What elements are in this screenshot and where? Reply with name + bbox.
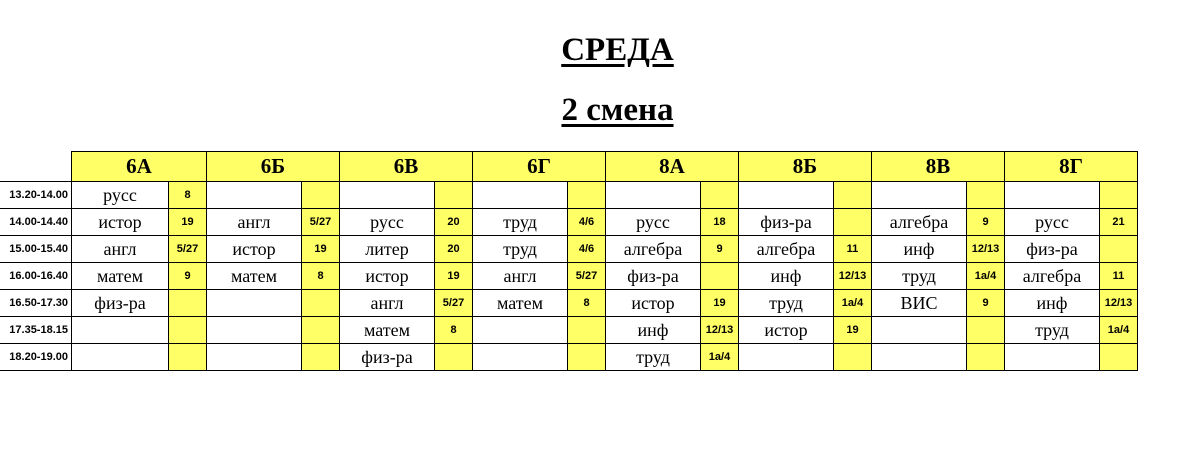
room-cell: 21 — [1100, 209, 1138, 236]
subject-cell — [1005, 182, 1100, 209]
time-slot: 13.20-14.00 — [0, 182, 72, 209]
room-cell: 19 — [834, 317, 872, 344]
room-cell — [834, 344, 872, 371]
room-cell: 9 — [967, 209, 1005, 236]
time-slot: 17.35-18.15 — [0, 317, 72, 344]
room-cell — [302, 290, 340, 317]
shift-title: 2 смена — [561, 92, 674, 128]
room-cell — [967, 317, 1005, 344]
subject-cell: физ-ра — [340, 344, 435, 371]
subject-cell — [606, 182, 701, 209]
subject-cell — [473, 344, 568, 371]
subject-cell: англ — [207, 209, 302, 236]
room-cell — [169, 344, 207, 371]
time-slot: 16.50-17.30 — [0, 290, 72, 317]
subject-cell: матем — [340, 317, 435, 344]
class-header: 8Б — [739, 152, 872, 182]
subject-cell — [872, 317, 967, 344]
day-title: СРЕДА — [561, 32, 674, 68]
room-cell: 8 — [568, 290, 606, 317]
lesson-row — [0, 236, 1138, 263]
room-cell: 1а/4 — [1100, 317, 1138, 344]
subject-cell: физ-ра — [606, 263, 701, 290]
subject-cell: труд — [739, 290, 834, 317]
room-cell: 20 — [435, 236, 473, 263]
subject-cell — [739, 344, 834, 371]
subject-cell: алгебра — [739, 236, 834, 263]
room-cell: 19 — [701, 290, 739, 317]
room-cell — [169, 317, 207, 344]
room-cell: 5/27 — [435, 290, 473, 317]
room-cell — [169, 290, 207, 317]
subject-cell: матем — [207, 263, 302, 290]
subject-cell: физ-ра — [72, 290, 169, 317]
room-cell: 11 — [1100, 263, 1138, 290]
schedule-table — [0, 151, 1138, 371]
class-header: 6А — [72, 152, 207, 182]
time-slot: 15.00-15.40 — [0, 236, 72, 263]
class-header: 8А — [606, 152, 739, 182]
time-slot: 14.00-14.40 — [0, 209, 72, 236]
lesson-row — [0, 317, 1138, 344]
room-cell: 18 — [701, 209, 739, 236]
subject-cell — [207, 317, 302, 344]
subject-cell — [872, 344, 967, 371]
time-slot: 18.20-19.00 — [0, 344, 72, 371]
class-header: 8В — [872, 152, 1005, 182]
subject-cell: истор — [606, 290, 701, 317]
room-cell: 9 — [701, 236, 739, 263]
room-cell: 20 — [435, 209, 473, 236]
subject-cell — [72, 317, 169, 344]
subject-cell: англ — [72, 236, 169, 263]
room-cell: 5/27 — [169, 236, 207, 263]
subject-cell: физ-ра — [739, 209, 834, 236]
subject-cell: истор — [340, 263, 435, 290]
room-cell: 8 — [435, 317, 473, 344]
subject-cell — [1005, 344, 1100, 371]
lesson-row — [0, 344, 1138, 371]
header-row — [0, 152, 1138, 182]
room-cell — [967, 182, 1005, 209]
subject-cell — [207, 344, 302, 371]
class-header: 6В — [340, 152, 473, 182]
subject-cell: истор — [739, 317, 834, 344]
subject-cell: русс — [606, 209, 701, 236]
lesson-row — [0, 263, 1138, 290]
room-cell — [302, 182, 340, 209]
subject-cell: инф — [872, 236, 967, 263]
subject-cell: алгебра — [1005, 263, 1100, 290]
room-cell: 12/13 — [1100, 290, 1138, 317]
subject-cell — [473, 317, 568, 344]
subject-cell — [207, 182, 302, 209]
room-cell — [1100, 182, 1138, 209]
room-cell — [568, 182, 606, 209]
room-cell: 9 — [967, 290, 1005, 317]
subject-cell: труд — [473, 236, 568, 263]
room-cell: 4/6 — [568, 209, 606, 236]
room-cell — [967, 344, 1005, 371]
subject-cell — [739, 182, 834, 209]
room-cell — [834, 209, 872, 236]
room-cell: 12/13 — [834, 263, 872, 290]
room-cell: 8 — [169, 182, 207, 209]
room-cell: 19 — [169, 209, 207, 236]
subject-cell: литер — [340, 236, 435, 263]
room-cell: 1а/4 — [701, 344, 739, 371]
subject-cell: англ — [473, 263, 568, 290]
subject-cell: истор — [207, 236, 302, 263]
subject-cell: русс — [340, 209, 435, 236]
room-cell: 1а/4 — [834, 290, 872, 317]
room-cell — [568, 344, 606, 371]
room-cell — [1100, 344, 1138, 371]
subject-cell: инф — [606, 317, 701, 344]
room-cell — [701, 263, 739, 290]
subject-cell: истор — [72, 209, 169, 236]
subject-cell: алгебра — [606, 236, 701, 263]
room-cell — [435, 344, 473, 371]
class-header: 6Г — [473, 152, 606, 182]
room-cell — [435, 182, 473, 209]
room-cell — [302, 317, 340, 344]
room-cell — [834, 182, 872, 209]
class-header: 8Г — [1005, 152, 1138, 182]
subject-cell — [340, 182, 435, 209]
room-cell: 5/27 — [302, 209, 340, 236]
room-cell: 11 — [834, 236, 872, 263]
room-cell: 12/13 — [701, 317, 739, 344]
lesson-row — [0, 209, 1138, 236]
subject-cell — [473, 182, 568, 209]
room-cell: 5/27 — [568, 263, 606, 290]
subject-cell: матем — [473, 290, 568, 317]
room-cell — [302, 344, 340, 371]
subject-cell: инф — [1005, 290, 1100, 317]
room-cell — [568, 317, 606, 344]
room-cell: 8 — [302, 263, 340, 290]
room-cell: 19 — [435, 263, 473, 290]
room-cell — [1100, 236, 1138, 263]
subject-cell: инф — [739, 263, 834, 290]
room-cell: 1а/4 — [967, 263, 1005, 290]
subject-cell: русс — [1005, 209, 1100, 236]
subject-cell: труд — [606, 344, 701, 371]
corner-cell — [0, 152, 72, 182]
subject-cell: ВИС — [872, 290, 967, 317]
subject-cell: англ — [340, 290, 435, 317]
room-cell: 19 — [302, 236, 340, 263]
lesson-row — [0, 290, 1138, 317]
room-cell: 9 — [169, 263, 207, 290]
subject-cell: труд — [872, 263, 967, 290]
room-cell — [701, 182, 739, 209]
subject-cell: труд — [1005, 317, 1100, 344]
subject-cell: труд — [473, 209, 568, 236]
subject-cell — [872, 182, 967, 209]
class-header: 6Б — [207, 152, 340, 182]
room-cell: 12/13 — [967, 236, 1005, 263]
subject-cell: физ-ра — [1005, 236, 1100, 263]
subject-cell: русс — [72, 182, 169, 209]
time-slot: 16.00-16.40 — [0, 263, 72, 290]
subject-cell — [207, 290, 302, 317]
subject-cell: матем — [72, 263, 169, 290]
room-cell: 4/6 — [568, 236, 606, 263]
subject-cell: алгебра — [872, 209, 967, 236]
subject-cell — [72, 344, 169, 371]
lesson-row — [0, 182, 1138, 209]
